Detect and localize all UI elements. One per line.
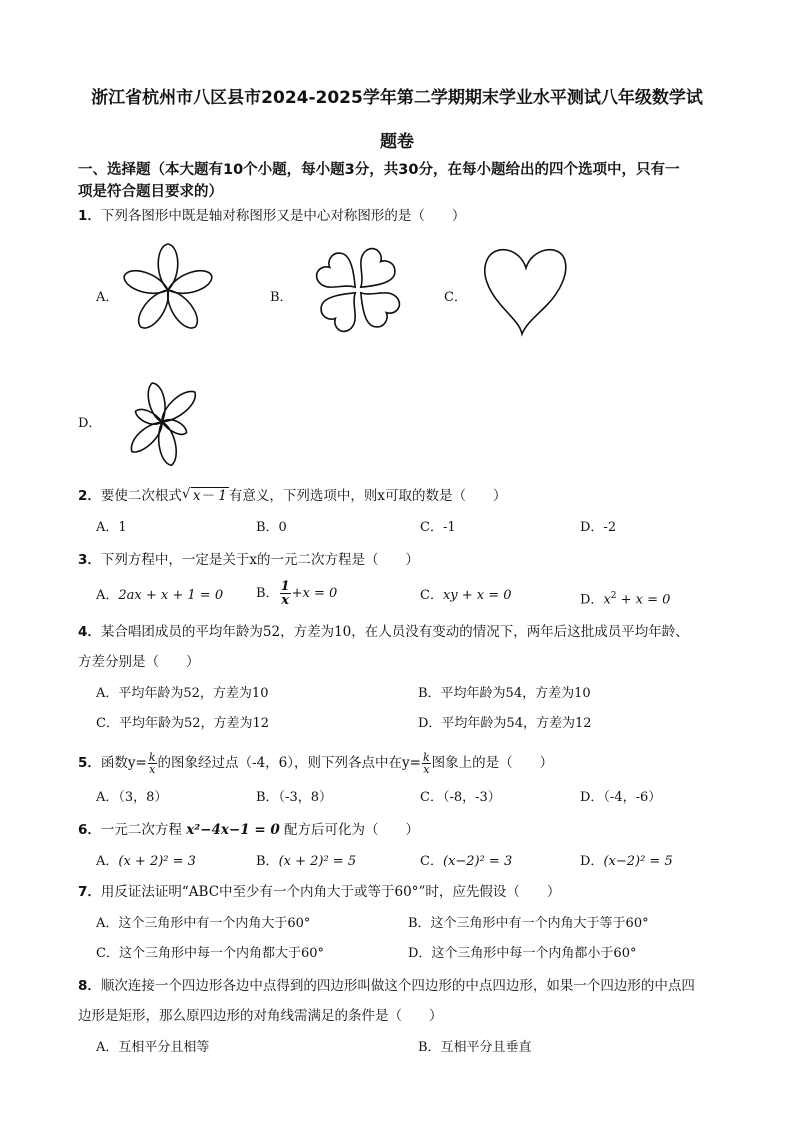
four-heart-clover-icon	[310, 242, 406, 342]
q7-option-a: A．这个三角形中有一个内角大于60°	[96, 916, 311, 931]
fraction-k-over-x	[422, 752, 431, 775]
option-label: A．	[96, 854, 119, 869]
q5-option-b: B．（-3，8）	[256, 790, 332, 805]
q3-option-b	[256, 580, 337, 607]
fraction-k-over-x	[148, 752, 157, 775]
section-header-line1: 一、选择题（本大题有10个小题，每小题3分，共30分，在每小题给出的四个选项中，只有一	[78, 162, 680, 178]
question-3	[78, 550, 748, 570]
denominator: x	[149, 763, 156, 776]
q3-option-c	[420, 586, 512, 606]
q1-option-d-label: D．	[78, 416, 102, 431]
q7-option-d: D．这个三角形中每一个内角都小于60°	[408, 946, 637, 961]
q2-option-c: C．-1	[420, 520, 456, 535]
option-expression-rest: + x = 0	[616, 592, 671, 608]
numerator: k	[148, 751, 156, 764]
option-label: C．	[420, 588, 443, 603]
q2-option-a: A．1	[96, 520, 127, 535]
denominator: x	[423, 763, 430, 776]
q5-option-c: C．（-8，-3）	[420, 790, 501, 805]
question-text-post: 配方后可化为（ ）	[279, 822, 420, 838]
question-4-line1	[78, 622, 748, 642]
option-expression: (x + 2)² = 5	[278, 854, 357, 869]
option-label: D．	[580, 592, 604, 608]
exam-title-line2: 题卷	[380, 132, 414, 152]
q2-option-d: D．-2	[580, 520, 617, 535]
q1-option-c-label: C．	[444, 290, 467, 305]
question-number: 6．	[78, 822, 101, 838]
numerator: k	[422, 751, 430, 764]
question-7	[78, 882, 748, 902]
question-2	[78, 486, 748, 506]
option-expression: (x + 2)² = 3	[118, 854, 196, 869]
q7-option-c: C．这个三角形中每一个内角都大于60°	[96, 946, 324, 961]
q3-option-a	[96, 586, 223, 606]
option-expression: (x−2)² = 3	[442, 854, 513, 869]
q2-option-b: B．0	[256, 520, 287, 535]
option-expression-rest: +x = 0	[291, 586, 338, 601]
question-text-pre: 函数y=	[100, 755, 147, 771]
q7-option-b: B．这个三角形中有一个内角大于等于60°	[408, 916, 649, 931]
q6-option-a	[96, 852, 196, 872]
q1-option-b-label: B．	[270, 290, 293, 305]
question-5	[78, 752, 748, 775]
option-label: D．	[580, 854, 604, 869]
pinwheel-flower-icon	[112, 372, 212, 476]
question-number: 8．	[78, 978, 101, 994]
q6-option-c	[420, 852, 512, 872]
question-8-line2: 边形是矩形，那么原四边形的对角线需满足的条件是（ ）	[78, 1008, 443, 1024]
question-text: 下列方程中，一定是关于x的一元二次方程是（ ）	[100, 552, 420, 568]
option-label: C．	[420, 854, 443, 869]
q8-option-a: A．互相平分且相等	[96, 1040, 210, 1055]
question-6	[78, 820, 748, 840]
q3-option-d	[580, 586, 670, 610]
option-label: A．	[96, 588, 119, 603]
question-text: 下列各图形中既是轴对称图形又是中心对称图形的是（ ）	[100, 208, 466, 224]
question-text-pre: 要使二次根式	[100, 488, 182, 504]
question-number: 7．	[78, 884, 101, 900]
question-text-post: 图象上的是（ ）	[431, 755, 554, 771]
option-expression: (x−2)² = 5	[603, 854, 673, 869]
numerator: 1	[280, 579, 290, 594]
q4-option-d: D．平均年龄为54，方差为12	[418, 716, 592, 731]
fraction	[280, 580, 291, 607]
heart-icon	[480, 242, 572, 342]
exam-title-line1: 浙江省杭州市八区县市2024-2025学年第二学期期末学业水平测试八年级数学试	[91, 88, 703, 108]
question-4-line2: 方差分别是（ ）	[78, 654, 200, 670]
q4-option-b: B．平均年龄为54，方差为10	[418, 686, 591, 701]
radicand: x－ 1	[192, 488, 227, 504]
q4-option-a: A．平均年龄为52，方差为10	[96, 686, 269, 701]
question-number: 1．	[78, 208, 101, 224]
equation: x²−4x−1 = 0	[186, 822, 280, 838]
q5-option-d: D．（-4，-6）	[580, 790, 662, 805]
option-exponent: 2	[610, 591, 617, 601]
question-number: 5．	[78, 755, 101, 771]
question-1	[78, 206, 748, 226]
question-text: 某合唱团成员的平均年龄为52，方差为10，在人员没有变动的情况下，两年后这批成员平均年龄、	[100, 624, 689, 640]
option-label: B．	[256, 586, 279, 601]
option-label: B．	[256, 854, 279, 869]
option-expression: xy + x = 0	[442, 588, 512, 603]
question-text-post: 有意义，下列选项中，则x可取的数是（ ）	[228, 488, 507, 504]
question-number: 4．	[78, 624, 101, 640]
five-petal-flower-icon	[118, 240, 218, 344]
q6-option-b	[256, 852, 356, 872]
q8-option-b: B．互相平分且垂直	[418, 1040, 532, 1055]
option-expression: 2ax + x + 1 = 0	[118, 588, 224, 603]
option-base: x	[603, 592, 611, 608]
question-number: 3．	[78, 552, 101, 568]
denominator: x	[281, 593, 289, 608]
sqrt-expression	[182, 486, 229, 506]
q6-option-d	[580, 852, 673, 872]
question-text-mid: 的图象经过点（-4，6），则下列各点中在y=	[157, 755, 421, 771]
question-number: 2．	[78, 488, 101, 504]
q1-option-a-label: A．	[96, 290, 119, 305]
q5-option-a: A．（3，8）	[96, 790, 168, 805]
q4-option-c: C．平均年龄为52，方差为12	[96, 716, 270, 731]
section-header-line2: 项是符合题目要求的）	[78, 184, 223, 200]
question-text-pre: 一元二次方程	[100, 822, 187, 838]
question-text: 用反证法证明“ABC中至少有一个内角大于或等于60°”时，应先假设（ ）	[100, 884, 561, 900]
question-8-line1	[78, 976, 748, 996]
question-text: 顺次连接一个四边形各边中点得到的四边形叫做这个四边形的中点四边形，如果一个四边形的中点四	[100, 978, 695, 994]
